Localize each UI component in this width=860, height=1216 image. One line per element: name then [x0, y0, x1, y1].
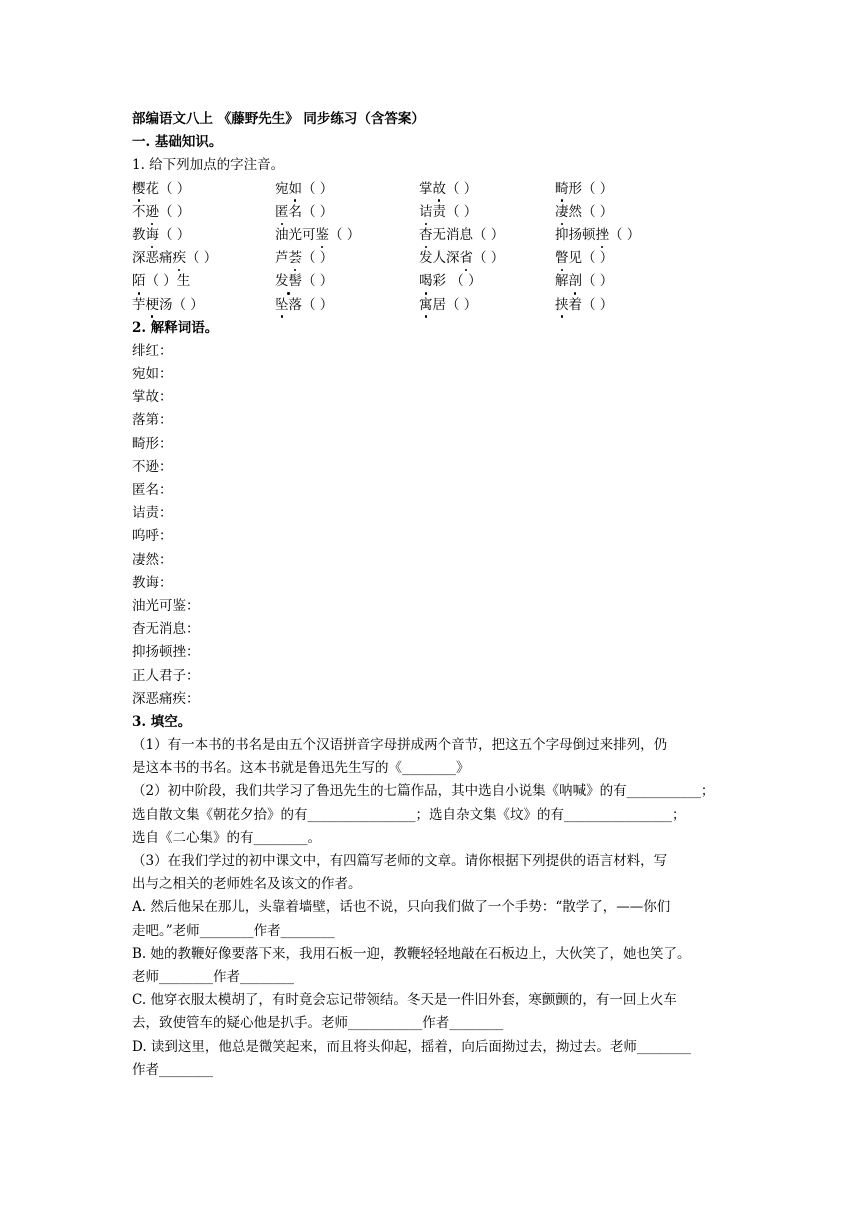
word-suffix-and-answer-blank: （ ） — [159, 203, 191, 220]
question-1-heading: 1. 给下列加点的字注音。 — [132, 157, 285, 174]
pinyin-row — [132, 270, 732, 293]
word-prefix: 抑扬顿 — [555, 226, 596, 243]
pinyin-item — [132, 201, 190, 224]
word-suffix-and-answer-blank: （ ） — [446, 180, 478, 197]
paragraph-line: D. 读到这里，他总是微笑起来，而且将头仰起，摇着，向后面拗过去，拗过去。老师________ — [132, 1038, 691, 1055]
dotted-character: 匿 — [275, 201, 289, 224]
paragraph-line: （2）初中阶段，我们共学习了鲁迅先生的七篇作品，其中选自小说集《呐喊》的有___________； — [132, 783, 715, 800]
paragraph-line: 是这本书的书名。这本书就是鲁迅先生写的《________》 — [132, 760, 470, 777]
pinyin-item — [419, 201, 477, 224]
pinyin-item — [555, 294, 613, 317]
word-suffix-and-answer-blank: 落（ ） — [288, 296, 334, 313]
paragraph-line: 老师________作者________ — [132, 968, 294, 985]
word-prefix: 掌 — [419, 180, 433, 197]
pinyin-item — [132, 270, 190, 293]
fill-in-paragraph — [132, 780, 732, 850]
dotted-character: 喝 — [419, 270, 433, 293]
dotted-character: 鉴 — [316, 224, 330, 247]
fill-in-paragraph — [132, 850, 732, 896]
term-item: 正人君子： — [132, 667, 200, 684]
pinyin-item — [555, 224, 640, 247]
word-suffix-and-answer-blank: 无消息（ ） — [432, 226, 505, 243]
pinyin-item — [555, 201, 613, 224]
word-suffix-and-answer-blank: 形（ ） — [568, 180, 614, 197]
word-suffix-and-answer-blank: （ ） — [186, 250, 218, 267]
paragraph-line: A. 然后他呆在那儿，头靠着墙壁，话也不说，只向我们做了一个手势：“散学了，——你们 — [132, 899, 671, 916]
word-suffix-and-answer-blank: （ ） — [302, 250, 334, 267]
pinyin-item — [132, 247, 217, 270]
document-body — [132, 108, 732, 1082]
pinyin-item — [419, 270, 482, 293]
word-suffix-and-answer-blank: （ ） — [582, 273, 614, 290]
term-item: 绯红： — [132, 342, 173, 359]
word-suffix-and-answer-blank: （ ） — [473, 250, 505, 267]
word-prefix: 教 — [132, 226, 146, 243]
dotted-character: 省 — [460, 247, 474, 270]
word-prefix: 解 — [555, 273, 569, 290]
term-item: 畸形： — [132, 435, 173, 452]
term-item: 抑扬顿挫： — [132, 644, 200, 661]
paragraph-line: 选自《二心集》的有________。 — [132, 829, 321, 846]
pinyin-row — [132, 224, 732, 247]
paragraph-line: 出与之相关的老师姓名及该文的作者。 — [132, 876, 362, 893]
word-suffix-and-answer-blank: （ ） — [302, 180, 334, 197]
dotted-character: 坠 — [275, 294, 289, 317]
pinyin-item — [555, 247, 613, 270]
pinyin-exercise-grid — [132, 178, 732, 317]
term-item: 诘责： — [132, 505, 173, 522]
dotted-character: 畸 — [555, 178, 569, 201]
pinyin-item — [275, 247, 333, 270]
pinyin-item — [275, 224, 360, 247]
term-item: 呜呼： — [132, 528, 173, 545]
word-suffix-and-answer-blank: 花（ ） — [145, 180, 191, 197]
term-item: 油光可鉴： — [132, 597, 200, 614]
word-suffix-and-answer-blank: （ ） — [329, 226, 361, 243]
word-prefix: 宛 — [275, 180, 289, 197]
pinyin-item — [132, 224, 190, 247]
fill-in-paragraph — [132, 943, 732, 989]
word-suffix-and-answer-blank: （ ） — [159, 226, 191, 243]
word-suffix-and-answer-blank: 见（ ） — [568, 250, 614, 267]
dotted-character: 诲 — [146, 224, 160, 247]
word-suffix-and-answer-blank: 然（ ） — [568, 203, 614, 220]
pinyin-row — [132, 247, 732, 270]
word-prefix: 芋 — [132, 296, 146, 313]
paragraph-line: B. 她的教鞭好像要落下来，我用石板一迎，教鞭轻轻地敲在石板边上，大伙笑了，她也笑了。 — [132, 945, 691, 962]
term-item: 深恶痛疾： — [132, 690, 200, 707]
word-suffix-and-answer-blank: 着（ ） — [568, 296, 614, 313]
word-prefix: 不 — [132, 203, 146, 220]
pinyin-item — [275, 201, 333, 224]
word-suffix-and-answer-blank: 彩 （ ） — [432, 273, 482, 290]
pinyin-item — [555, 270, 613, 293]
dotted-character: 陌 — [132, 270, 146, 293]
fill-in-paragraph — [132, 734, 732, 780]
pinyin-item — [275, 270, 333, 293]
dotted-character: 挫 — [596, 224, 610, 247]
dotted-character: 逊 — [146, 201, 160, 224]
pinyin-item — [132, 178, 190, 201]
term-item: 宛如： — [132, 366, 173, 383]
paragraph-line: （1）有一本书的书名是由五个汉语拼音字母拼成两个音节，把这五个字母倒过来排列，仍 — [132, 737, 668, 754]
word-prefix: 发人深 — [419, 250, 460, 267]
section-heading-basics: 一. 基础知识。 — [132, 134, 223, 151]
dotted-character: 梗 — [146, 294, 160, 317]
word-suffix-and-answer-blank: 责（ ） — [432, 203, 478, 220]
pinyin-item — [419, 178, 477, 201]
word-suffix-and-answer-blank: 名（ ） — [288, 203, 334, 220]
dotted-character: 挟 — [555, 294, 569, 317]
pinyin-row — [132, 294, 732, 317]
word-suffix-and-answer-blank: 居（ ） — [432, 296, 478, 313]
document-title: 部编语文八上 《藤野先生》 同步练习（含答案） — [132, 111, 425, 127]
term-definition-list — [132, 340, 732, 711]
paragraph-line: 去，致使管车的疑心他是扒手。老师___________作者________ — [132, 1015, 504, 1032]
dotted-character: 诘 — [419, 201, 433, 224]
dotted-character: 疾 — [173, 247, 187, 270]
fill-in-paragraph — [132, 896, 732, 942]
question-3-heading: 3. 填空。 — [132, 713, 192, 730]
pinyin-item — [419, 294, 477, 317]
dotted-character: 凄 — [555, 201, 569, 224]
paragraph-line: 走吧。”老师________作者________ — [132, 922, 335, 939]
dotted-character: 樱 — [132, 178, 146, 201]
paragraph-line: C. 他穿衣服太模胡了，有时竟会忘记带领结。冬天是一件旧外套，寒颤颤的，有一回上火车 — [132, 992, 677, 1009]
dotted-character: 如 — [289, 178, 303, 201]
term-item: 凄然： — [132, 551, 173, 568]
paragraph-line: 作者________ — [132, 1061, 213, 1078]
paragraph-line: （3）在我们学过的初中课文中，有四篇写老师的文章。请你根据下列提供的语言材料，写 — [132, 853, 668, 869]
pinyin-item — [555, 178, 613, 201]
fill-in-paragraph — [132, 1036, 732, 1082]
term-item: 掌故： — [132, 389, 173, 406]
dotted-character: 剖 — [569, 270, 583, 293]
word-prefix: 油光可 — [275, 226, 316, 243]
fill-in-blank-section — [132, 734, 732, 1082]
word-prefix: 芦 — [275, 250, 289, 267]
word-suffix-and-answer-blank: （ ） — [302, 273, 334, 290]
fill-in-paragraph — [132, 989, 732, 1035]
dotted-character: 杳 — [419, 224, 433, 247]
pinyin-item — [419, 224, 504, 247]
dotted-character: 荟 — [289, 247, 303, 270]
word-suffix-and-answer-blank: 汤（ ） — [159, 296, 204, 313]
question-2-heading: 2. 解释词语。 — [132, 319, 219, 336]
dotted-character: 寓 — [419, 294, 433, 317]
pinyin-row — [132, 201, 732, 224]
word-suffix-and-answer-blank: （ ）生 — [145, 273, 191, 290]
pinyin-row — [132, 178, 732, 201]
term-item: 匿名： — [132, 482, 173, 498]
term-item: 杳无消息： — [132, 621, 200, 638]
word-prefix: 深恶痛 — [132, 250, 173, 267]
pinyin-item — [275, 178, 333, 201]
pinyin-item — [132, 294, 204, 317]
term-item: 落第： — [132, 412, 173, 429]
word-suffix-and-answer-blank: （ ） — [609, 226, 641, 243]
pinyin-item — [275, 294, 333, 317]
pinyin-item — [419, 247, 504, 270]
dotted-character: 故 — [433, 178, 447, 201]
dotted-character: 瞥 — [555, 247, 569, 270]
paragraph-line: 选自散文集《朝花夕拾》的有________________；选自杂文集《坟》的有________________； — [132, 806, 686, 823]
term-item: 教诲： — [132, 574, 173, 591]
dotted-character: 发髻 — [275, 270, 302, 293]
term-item: 不逊： — [132, 458, 173, 475]
